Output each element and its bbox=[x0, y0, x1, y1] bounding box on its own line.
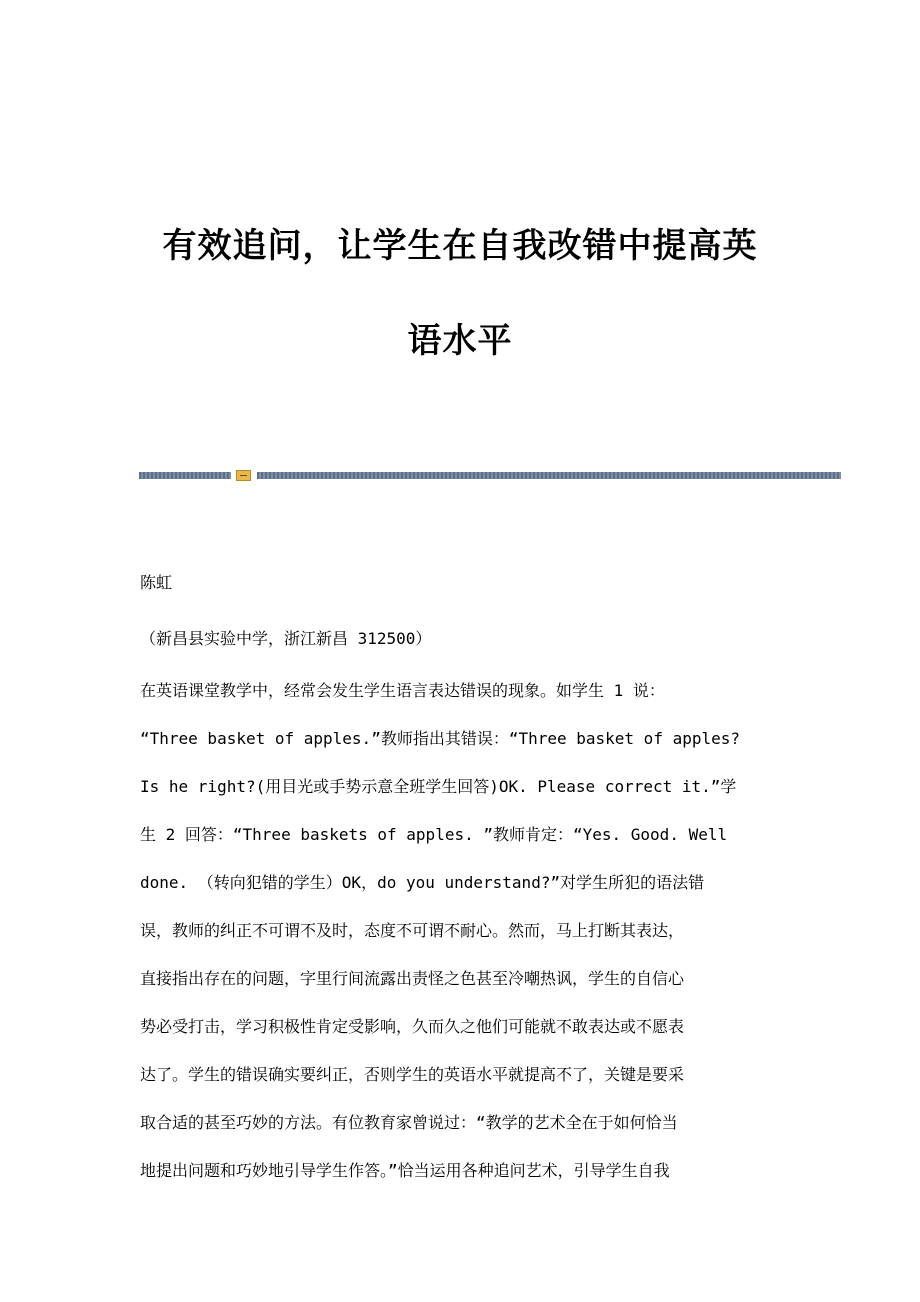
page-title-line-2: 语水平 bbox=[407, 321, 513, 361]
divider-bar-right bbox=[257, 472, 841, 479]
title-divider bbox=[139, 470, 841, 481]
paragraph-line: 取合适的甚至巧妙的方法。有位教育家曾说过：“教学的艺术全在于如何恰当 bbox=[140, 1113, 678, 1132]
paragraph-line: 在英语课堂教学中，经常会发生学生语言表达错误的现象。如学生 1 说： bbox=[140, 681, 665, 700]
paragraph-line: 达了。学生的错误确实要纠正，否则学生的英语水平就提高不了，关键是要采 bbox=[140, 1065, 685, 1084]
author-name: 陈虹 bbox=[140, 573, 173, 592]
paragraph-line: 误，教师的纠正不可谓不及时，态度不可谓不耐心。然而，马上打断其表达， bbox=[140, 921, 685, 940]
divider-bar-left bbox=[139, 472, 231, 479]
paragraph-line: 生 2 回答：“Three baskets of apples. ”教师肯定：“Yes. Good. Well bbox=[140, 825, 728, 844]
body-paragraph bbox=[140, 680, 780, 1208]
paragraph-line: Is he right?(用目光或手势示意全班学生回答)OK. Please correct it.”学 bbox=[140, 777, 737, 796]
paragraph-line: 地提出问题和巧妙地引导学生作答。”恰当运用各种追问艺术，引导学生自我 bbox=[140, 1161, 670, 1180]
divider-ornament-icon bbox=[236, 470, 251, 481]
paragraph-line: done. （转向犯错的学生）OK，do you understand?”对学生所犯的语法错 bbox=[140, 873, 705, 892]
paragraph-line: 直接指出存在的问题，字里行间流露出责怪之色甚至冷嘲热讽，学生的自信心 bbox=[140, 969, 685, 988]
paragraph-line: “Three basket of apples.”教师指出其错误：“Three basket of apples? bbox=[140, 729, 741, 748]
author-affiliation: （新昌县实验中学，浙江新昌 312500） bbox=[140, 629, 432, 648]
page-title-line-1: 有效追问，让学生在自我改错中提高英 bbox=[162, 226, 758, 266]
paragraph-line: 势必受打击，学习积极性肯定受影响，久而久之他们可能就不敢表达或不愿表 bbox=[140, 1017, 685, 1036]
